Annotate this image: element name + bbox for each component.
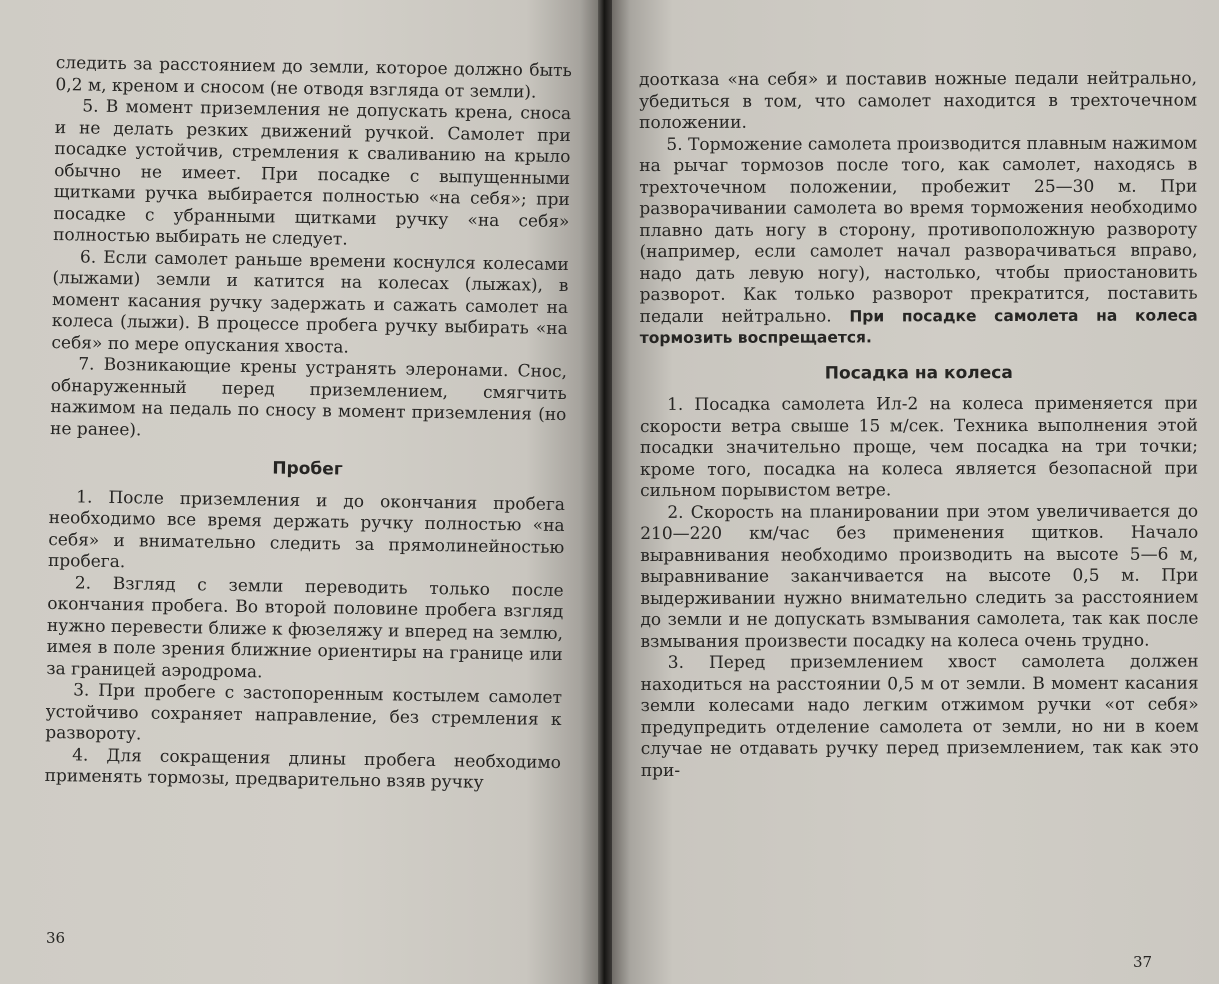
- paragraph: 5. В момент приземления не допускать крена, сноса и не делать резких движений ручкой. Самолет при посадке устойчив, стремления к сваливанию на крыло обычно не имеет. При посадке с выпущенными щитками ручка выбирается полностью «на себя»; при посадке с убранными щитками ручку «на себя» полностью выбирать не следует.: [52, 96, 572, 250]
- left-text-column: [44, 53, 571, 796]
- paragraph-text: 5. Торможение самолета производится плавным нажимом на рычаг тормозов после того, как самолет, находясь в трехточечном положении, пробежит 25—30 м. При разворачивании самолета во время торможения необходимо плавно дать ногу в сторону, противоположную развороту (например, если самолет начал разворачиваться вправо, надо дать левую ногу), настолько, чтобы приостановить разворот. Как только разворот прекратится, поставить педали нейтрально.: [639, 133, 1198, 327]
- paragraph: 1. Посадка самолета Ил-2 на колеса применяется при скорости ветра свыше 15 м/сек. Техника выполнения этой посадки значительно проще, чем посадка на три точки; кроме того, посадка на колеса является безопасной при сильном порывистом ветре.: [639, 393, 1199, 501]
- right-text-column: [639, 69, 1199, 782]
- paragraph: 6. Если самолет раньше времени коснулся колесами (лыжами) земли и катится на колесах (лыжах), в момент касания ручку задержать и сажать самолет на колеса (лыжи). В процессе пробега ручку выбирать «на себя» по мере опускания хвоста.: [51, 246, 569, 358]
- paragraph: следить за расстоянием до земли, которое должно быть 0,2 м, креном и сносом (не отводя взгляда от земли).: [55, 53, 572, 103]
- paragraph: доотказа «на себя» и поставив ножные педали нейтрально, убедиться в том, что самолет находится в трехточечном положении.: [639, 68, 1198, 133]
- page-number: 36: [46, 929, 66, 947]
- right-page: [612, 0, 1219, 984]
- page-number: 37: [1133, 953, 1153, 971]
- bold-warning: При посадке самолета на колеса тормозить воспрещается.: [639, 306, 1198, 347]
- left-page: [0, 0, 598, 984]
- paragraph: 1. После приземления и до окончания пробега необходимо все время держать ручку полностью «на себя» и внимательно следить за прямолинейностью пробега.: [47, 486, 566, 573]
- paragraph: 3. При пробеге с застопоренным костылем самолет устойчиво сохраняет направление, без стремления к развороту.: [45, 680, 563, 745]
- paragraph: 7. Возникающие крены устранять элеронами. Снос, обнаруженный перед приземлением, смягчить нажимом на педаль по сносу в момент приземления (но не ранее).: [49, 354, 568, 440]
- section-heading: Посадка на колеса: [824, 362, 1013, 384]
- paragraph: 2. Скорость на планировании при этом увеличивается до 210—220 км/час без применения щитков. Начало выравнивания необходимо производить на высоте 5—6 м, выравнивание заканчивается на высоте 0,5 м. При выдерживании нужно внимательно следить за расстоянием до земли и не допускать взмывания самолета, так как после взмывания произвести посадку на колеса очень трудно.: [640, 501, 1199, 652]
- paragraph: 2. Взгляд с земли переводить только после окончания пробега. Во второй половине пробега взгляд нужно перевести ближе к фюзеляжу и вперед на землю, имея в поле зрения ближние ориентиры на границе или за границей аэродрома.: [46, 572, 564, 682]
- section-heading: Пробег: [272, 458, 343, 480]
- paragraph: 3. Перед приземлением хвост самолета должен находиться на расстоянии 0,5 м от земли. В момент касания земли колесами надо легким отжимом ручки «от себя» предупредить отделение самолета от земли, но ни в коем случае не отдавать ручку перед приземлением, так как это при-: [640, 651, 1199, 781]
- paragraph: 4. Для сокращения длины пробега необходимо применять тормозы, предварительно взяв ручку: [44, 744, 562, 793]
- paragraph: [639, 133, 1198, 349]
- book-spine: [598, 0, 612, 984]
